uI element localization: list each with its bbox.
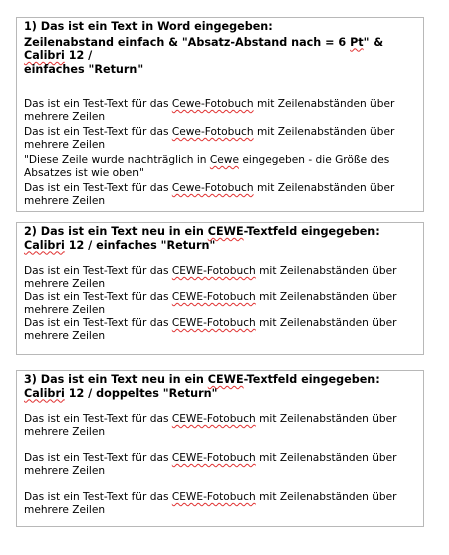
- heading-line-2: [24, 239, 417, 253]
- text-box-cewe-double-return: [16, 370, 424, 527]
- paragraph: Das ist ein Test-Text für das Cewe-Fotobuch mit Zeilenabständen über mehrere Zeilen: [24, 182, 395, 207]
- spellcheck-word: Cewe-Fotobuch: [171, 98, 254, 110]
- heading-text: 12 / einfaches "Return": [64, 238, 216, 252]
- spellcheck-word: Calibri: [24, 386, 65, 400]
- text-box-word: [16, 17, 424, 212]
- heading-line-1: [24, 225, 417, 239]
- paragraph: Das ist ein Test-Text für das CEWE-Fotobuch mit Zeilenabständen über mehrere Zeilen: [24, 291, 397, 316]
- spellcheck-word: Calibri: [24, 238, 65, 252]
- heading-line-2: [24, 36, 417, 63]
- heading-line-1: 1) Das ist ein Text in Word eingegeben:: [24, 20, 273, 33]
- spellcheck-word: CEWE-Fotobuch: [171, 291, 256, 303]
- heading-text: 12 /: [64, 49, 93, 62]
- paragraph: Das ist ein Test-Text für das CEWE-Fotobuch mit Zeilenabständen über mehrere Zeilen: [24, 317, 397, 342]
- paragraph: Das ist ein Test-Text für das CEWE-Fotobuch mit Zeilenabständen über mehrere Zeilen: [24, 491, 397, 516]
- heading-text: 3) Das ist ein Text neu in ein: [24, 373, 208, 386]
- heading-line-2: [24, 387, 417, 401]
- paragraph: Das ist ein Test-Text für das Cewe-Fotobuch mit Zeilenabständen über mehrere Zeilen: [24, 126, 395, 151]
- spellcheck-word: CEWE-Fotobuch: [171, 265, 256, 277]
- text-box-cewe-single-return: [16, 222, 424, 355]
- heading-text: " &: [363, 35, 384, 49]
- heading-text: -Textfeld eingegeben:: [243, 225, 380, 238]
- spellcheck-word: CEWE-Fotobuch: [171, 491, 256, 503]
- spellcheck-word: Cewe-Fotobuch: [171, 126, 254, 138]
- spellcheck-word: CEWE: [207, 373, 244, 386]
- section-heading: [24, 225, 417, 252]
- paragraph: Das ist ein Test-Text für das CEWE-Fotobuch mit Zeilenabständen über mehrere Zeilen: [24, 265, 397, 290]
- spellcheck-word: CEWE: [207, 225, 244, 238]
- spellcheck-word: CEWE-Fotobuch: [171, 452, 256, 464]
- spellcheck-word: CEWE-Fotobuch: [171, 413, 256, 425]
- heading-text: 12 / doppeltes "Return": [64, 386, 218, 400]
- spellcheck-word: Pt: [350, 35, 364, 49]
- heading-line-3: einfaches "Return": [24, 62, 144, 76]
- paragraph: Das ist ein Test-Text für das CEWE-Fotobuch mit Zeilenabständen über mehrere Zeilen: [24, 413, 397, 438]
- spellcheck-word: Calibri: [24, 49, 65, 62]
- heading-line-1: [24, 373, 417, 387]
- heading-text: Zeilenabstand einfach & "Absatz-Abstand nach = 6: [24, 35, 351, 49]
- section-heading: [24, 20, 417, 76]
- paragraph: Das ist ein Test-Text für das CEWE-Fotobuch mit Zeilenabständen über mehrere Zeilen: [24, 452, 397, 477]
- spellcheck-word: Cewe: [209, 154, 239, 166]
- section-heading: [24, 373, 417, 400]
- heading-text: 2) Das ist ein Text neu in ein: [24, 225, 208, 238]
- paragraph: "Diese Zeile wurde nachträglich in Cewe eingegeben - die Größe des Absatzes ist wie oben": [24, 154, 390, 179]
- heading-text: -Textfeld eingegeben:: [243, 373, 380, 386]
- spellcheck-word: Cewe-Fotobuch: [171, 182, 254, 194]
- paragraph: Das ist ein Test-Text für das Cewe-Fotobuch mit Zeilenabständen über mehrere Zeilen: [24, 98, 395, 123]
- spellcheck-word: CEWE-Fotobuch: [171, 317, 256, 329]
